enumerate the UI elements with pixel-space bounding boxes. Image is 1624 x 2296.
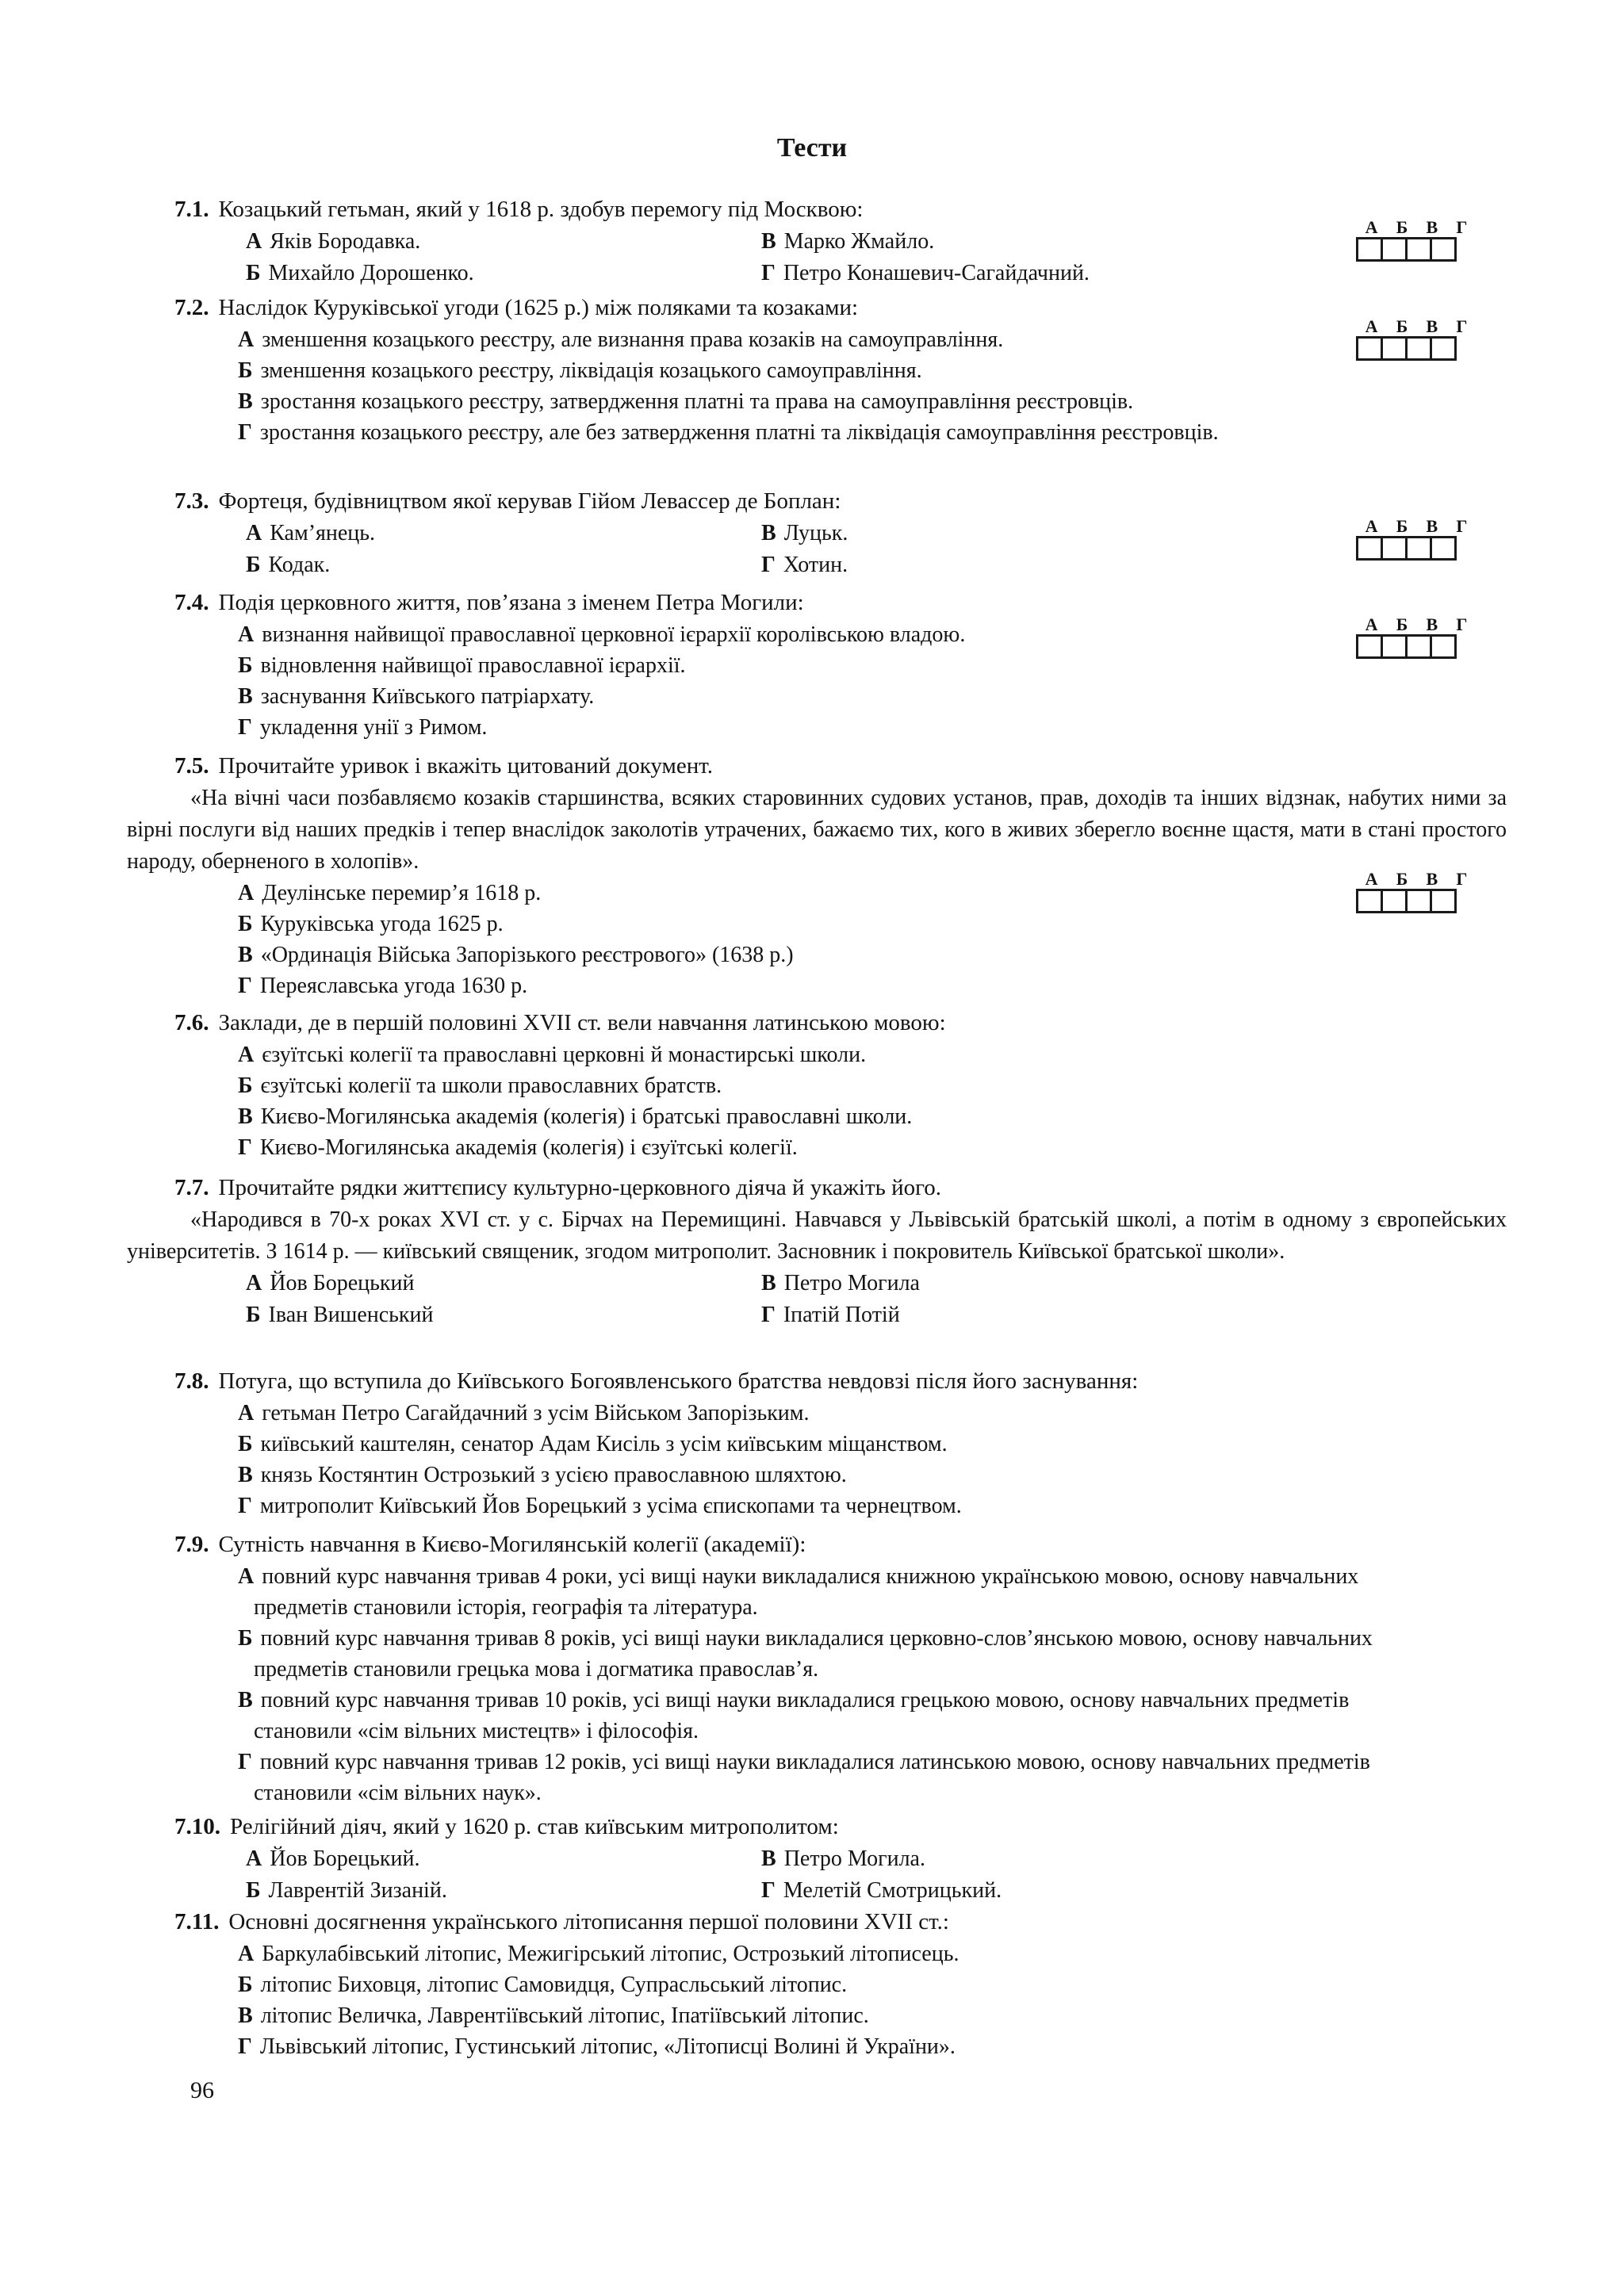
option-b: Б зменшення козацького реєстру, ліквідація козацького самоуправління. <box>238 358 922 383</box>
question-7-3: 7.3. Фортеця, будівництвом якої керував Гійом Левассер де Боплан: А Кам’янець. В Луцьк. Б Кодак. Г Хотин. <box>174 485 1507 581</box>
option-b: Б Куруківська угода 1625 р. <box>238 912 504 936</box>
question-text: Козацький гетьман, який у 1618 р. здобув перемогу під Москвою: <box>218 197 864 222</box>
option-b: Б київський каштелян, сенатор Адам Кисіль з усім київським міщанством. <box>238 1432 948 1456</box>
question-number: 7.1. <box>174 197 209 222</box>
option-a: А зменшення козацького реєстру, але визнання права козаків на самоуправління. <box>238 327 1004 352</box>
page-number: 96 <box>190 2077 214 2103</box>
page-title: Тести <box>776 133 848 163</box>
answer-box-b[interactable] <box>1381 889 1408 913</box>
option-c: В зростання козацького реєстру, затвердження платні та права на самоуправління реєстровців. <box>238 389 1134 414</box>
option-a: А Кам’янець. <box>246 521 376 545</box>
answer-box-d[interactable] <box>1430 237 1457 262</box>
answer-grid-7-4[interactable]: А Б В Г <box>1356 615 1477 659</box>
option-d: Г Петро Конашевич-Сагайдачний. <box>761 261 1090 285</box>
answer-box-b[interactable] <box>1381 237 1408 262</box>
question-7-5: 7.5. Прочитайте уривок і вкажіть цитований документ. «На вічні часи позбавляємо козаків старшинства, всяких старовинних судових установ, прав, доходів та інших відзнак, набутих ними за вірні послуги від наших предків і тепер внаслідок заколотів утрачених, бажаємо тих, кого в живих зберегло воєнне щастя, мати в стані простого народу, оберненого в холопів». А Деулінське перемир’я 1618 р. Б Куруківська угода 1625 р. В «Ординація Війська Запорізького реєстрового» (1638 р.) Г Переяславська угода 1630 р. <box>174 750 1507 1001</box>
answer-box-d[interactable] <box>1430 536 1457 561</box>
option-a: А Деулінське перемир’я 1618 р. <box>238 881 542 905</box>
option-a: А гетьман Петро Сагайдачний з усім Військом Запорізьким. <box>238 1401 810 1425</box>
option-b: Б Михайло Дорошенко. <box>246 261 474 285</box>
answer-box-d[interactable] <box>1430 634 1457 659</box>
option-d: Г Іпатій Потій <box>761 1303 900 1327</box>
option-b: Б Іван Вишенський <box>246 1303 434 1327</box>
option-a: А Яків Бородавка. <box>246 229 421 254</box>
answer-box-c[interactable] <box>1405 536 1432 561</box>
option-a: А Баркулабівський літопис, Межигірський літопис, Острозький літописець. <box>238 1942 959 1966</box>
option-a: А Йов Борецький <box>246 1271 415 1295</box>
option-c: В Петро Могила <box>761 1271 920 1295</box>
answer-box-c[interactable] <box>1405 889 1432 913</box>
answer-box-a[interactable] <box>1356 536 1383 561</box>
option-b: Б літопис Биховця, літопис Самовидця, Супрасльський літопис. <box>238 1973 848 1997</box>
option-d: Г повний курс навчання тривав 12 років, усі вищі науки викладалися латинською мовою, основу навчальних предметів становили «сім вільних наук». <box>238 1750 1370 1805</box>
answer-box-a[interactable] <box>1356 634 1383 659</box>
answer-box-a[interactable] <box>1356 336 1383 361</box>
option-d: Г Переяславська угода 1630 р. <box>238 974 528 998</box>
option-b: Б Лаврентій Зизаній. <box>246 1878 447 1903</box>
options <box>174 226 1507 289</box>
question-7-1 <box>174 193 1507 289</box>
option-a: А єзуїтські колегії та православні церковні й монастирські школи. <box>238 1043 867 1067</box>
question-7-6: 7.6. Заклади, де в першій половині XVII ст. вели навчання латинською мовою: А єзуїтські колегії та православні церковні й монастирські школи. Б єзуїтські колегії та школи православних братств. В Києво-Могилянська академія (колегія) і братські православні школи. Г Києво-Могилянська академія (колегія) і єзуїтські колегії. <box>174 1007 1507 1163</box>
question-7-10: 7.10. Релігійний діяч, який у 1620 р. став київським митрополитом: А Йов Борецький. В Петро Могила. Б Лаврентій Зизаній. Г Мелетій Смотрицький. <box>174 1811 1507 1907</box>
answer-box-a[interactable] <box>1356 889 1383 913</box>
answer-grid-7-5[interactable]: А Б В Г <box>1356 870 1477 913</box>
option-c: В князь Костянтин Острозький з усією православною шляхтою. <box>238 1463 847 1487</box>
answer-box-d[interactable] <box>1430 336 1457 361</box>
option-a: А Йов Борецький. <box>246 1846 420 1871</box>
option-b: Б єзуїтські колегії та школи православних братств. <box>238 1073 722 1098</box>
answer-grid-7-1[interactable]: А Б В Г <box>1356 218 1477 262</box>
option-d: Г Києво-Могилянська академія (колегія) і єзуїтські колегії. <box>238 1135 798 1160</box>
option-d: Г зростання козацького реєстру, але без затвердження платні та ліквідація самоуправління реєстровців. <box>238 420 1219 445</box>
option-d: Г Мелетій Смотрицький. <box>761 1878 1002 1903</box>
option-a: А повний курс навчання тривав 4 роки, усі вищі науки викладалися книжною українською мовою, основу навчальних предметів становили історія, географія та література. <box>238 1564 1359 1620</box>
answer-box-c[interactable] <box>1405 237 1432 262</box>
option-c: В Києво-Могилянська академія (колегія) і братські православні школи. <box>238 1104 913 1129</box>
option-d: Г Хотин. <box>761 553 848 577</box>
option-b: Б Кодак. <box>246 553 331 577</box>
option-b: Б повний курс навчання тривав 8 років, усі вищі науки викладалися церковно-слов’янською мовою, основу навчальних предметів становили грецька мова і догматика православ’я. <box>238 1626 1373 1682</box>
answer-box-b[interactable] <box>1381 634 1408 659</box>
answer-box-d[interactable] <box>1430 889 1457 913</box>
question-7-2: 7.2. Наслідок Куруківської угоди (1625 р.) між поляками та козаками: А зменшення козацького реєстру, але визнання права козаків на самоуправління. Б зменшення козацького реєстру, ліквідація козацького самоуправління. В зростання козацького реєстру, затвердження платні та права на самоуправління реєстровців. Г зростання козацького реєстру, але без затвердження платні та ліквідація самоуправління реєстровців. <box>174 292 1507 448</box>
option-b: Б відновлення найвищої православної ієрархії. <box>238 653 686 678</box>
quote: «Народився в 70-х роках XVI ст. у с. Бірчах на Перемищині. Навчався у Львівській братській школі, а потім в одному з європейських університетів. З 1614 р. — київський священик, згодом митрополит. Засновник і покровитель Київської братської школи». <box>127 1207 1507 1264</box>
option-c: В літопис Величка, Лаврентіївський літопис, Іпатіївський літопис. <box>238 2003 869 2028</box>
option-c: В повний курс навчання тривав 10 років, усі вищі науки викладалися грецькою мовою, основу навчальних предметів становили «сім вільних мистецтв» і філософія. <box>238 1688 1350 1743</box>
answer-box-a[interactable] <box>1356 237 1383 262</box>
question-7-9: 7.9. Сутність навчання в Києво-Могилянській колегії (академії): А повний курс навчання тривав 4 роки, усі вищі науки викладалися книжною українською мовою, основу навчальних предметів становили історія, географія та література. Б повний курс навчання тривав 8 років, усі вищі науки викладалися церковно-слов’янською мовою, основу навчальних предметів становили грецька мова і догматика православ’я. В повний курс навчання тривав 10 років, усі вищі науки викладалися грецькою мовою, основу навчальних предметів становили «сім вільних мистецтв» і філософія. Г повний курс навчання тривав 12 років, усі вищі науки викладалися латинською мовою, основу навчальних предметів становили «сім вільних наук». <box>174 1529 1507 1808</box>
option-c: В Луцьк. <box>761 521 848 545</box>
answer-box-c[interactable] <box>1405 336 1432 361</box>
question-7-11: 7.11. Основні досягнення українського літописання першої половини XVII ст.: А Баркулабівський літопис, Межигірський літопис, Острозький літописець. Б літопис Биховця, літопис Самовидця, Супрасльський літопис. В літопис Величка, Лаврентіївський літопис, Іпатіївський літопис. Г Львівський літопис, Густинський літопис, «Літописці Волині й України». <box>174 1906 1507 2062</box>
question-7-4: 7.4. Подія церковного життя, пов’язана з іменем Петра Могили: А визнання найвищої православної церковної ієрархії королівською владою. Б відновлення найвищої православної ієрархії. В заснування Київського патріархату. Г укладення унії з Римом. <box>174 587 1507 743</box>
answer-box-b[interactable] <box>1381 336 1408 361</box>
answer-box-c[interactable] <box>1405 634 1432 659</box>
answer-grid-7-3[interactable]: А Б В Г <box>1356 517 1477 561</box>
answer-box-b[interactable] <box>1381 536 1408 561</box>
quote: «На вічні часи позбавляємо козаків старшинства, всяких старовинних судових установ, прав, доходів та інших відзнак, набутих ними за вірні послуги від наших предків і тепер внаслідок заколотів утрачених, бажаємо тих, кого в живих зберегло воєнне щастя, мати в стані простого народу, оберненого в холопів». <box>127 786 1507 874</box>
option-c: В «Ординація Війська Запорізького реєстрового» (1638 р.) <box>238 943 794 967</box>
answer-grid-7-2[interactable]: А Б В Г <box>1356 317 1477 361</box>
option-c: В Петро Могила. <box>761 1846 925 1871</box>
question-7-8: 7.8. Потуга, що вступила до Київського Богоявленського братства невдовзі після його заснування: А гетьман Петро Сагайдачний з усім Військом Запорізьким. Б київський каштелян, сенатор Адам Кисіль з усім київським міщанством. В князь Костянтин Острозький з усією православною шляхтою. Г митрополит Київський Йов Борецький з усіма єпископами та чернецтвом. <box>174 1365 1507 1521</box>
option-d: Г митрополит Київський Йов Борецький з усіма єпископами та чернецтвом. <box>238 1494 962 1518</box>
option-a: А визнання найвищої православної церковної ієрархії королівською владою. <box>238 622 966 647</box>
question-7-7: 7.7. Прочитайте рядки життєпису культурно-церковного діяча й укажіть його. «Народився в 70-х роках XVI ст. у с. Бірчах на Перемищині. Навчався у Львівській братській школі, а потім в одному з європейських університетів. З 1614 р. — київський священик, згодом митрополит. Засновник і покровитель Київської братської школи». А Йов Борецький В Петро Могила Б Іван Вишенський Г Іпатій Потій <box>174 1172 1507 1331</box>
option-d: Г укладення унії з Римом. <box>238 715 488 740</box>
option-c: В заснування Київського патріархату. <box>238 684 595 709</box>
option-c: В Марко Жмайло. <box>761 229 935 254</box>
option-d: Г Львівський літопис, Густинський літопис, «Літописці Волині й України». <box>238 2034 956 2059</box>
